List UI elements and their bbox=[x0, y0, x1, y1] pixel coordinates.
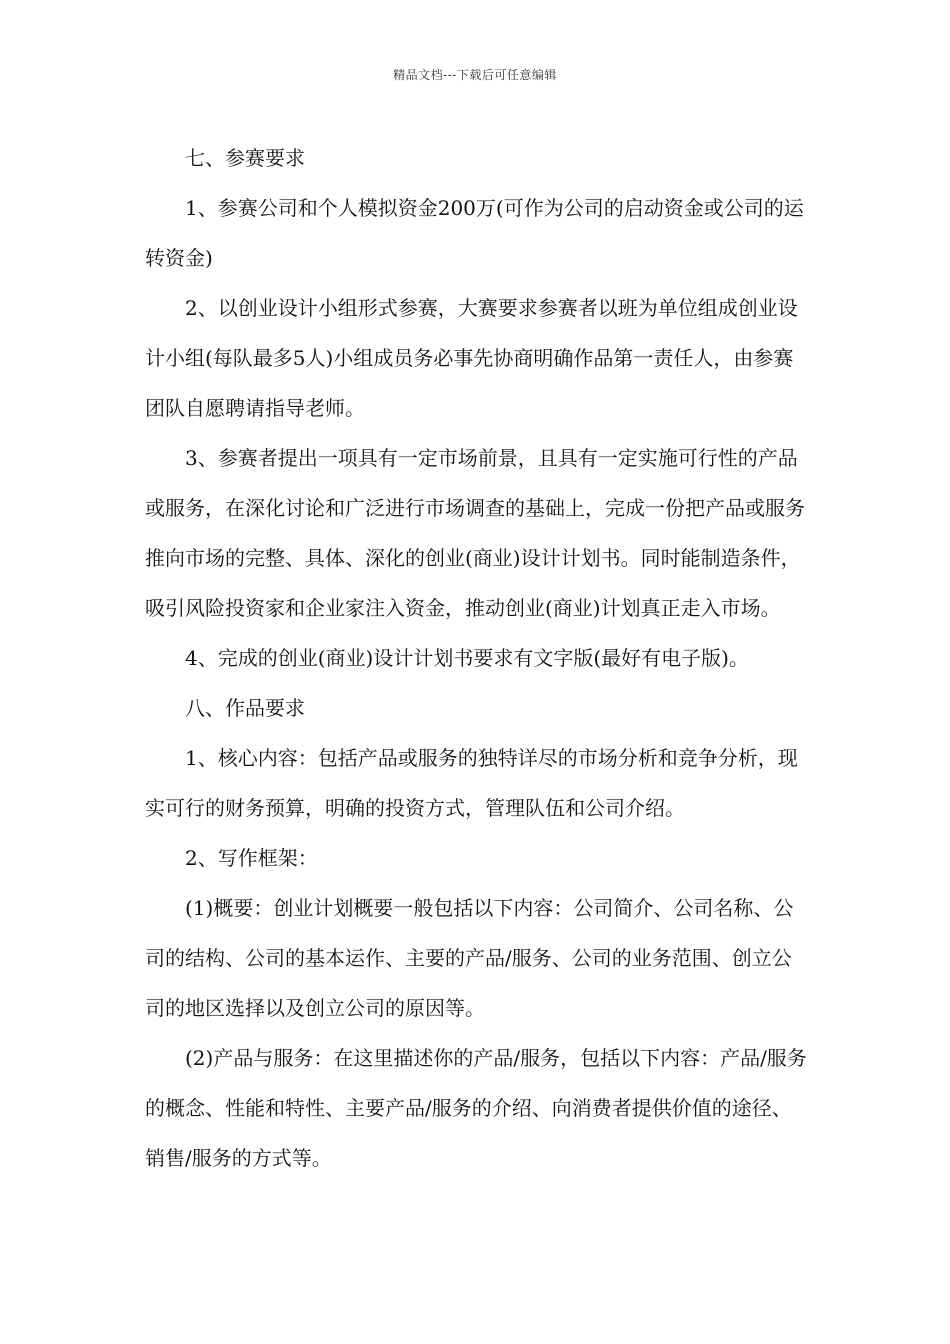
document-body bbox=[145, 133, 810, 1183]
paragraph-requirement-1: 1、参赛公司和个人模拟资金200万(可作为公司的启动资金或公司的运转资金) bbox=[145, 196, 804, 270]
paragraph-core-content: 1、核心内容：包括产品或服务的独特详尽的市场分析和竞争分析，现实可行的财务预算，明确的投资方式，管理队伍和公司介绍。 bbox=[145, 746, 798, 820]
paragraph-writing-framework: 2、写作框架： bbox=[185, 846, 318, 870]
paragraph-requirement-4: 4、完成的创业(商业)设计计划书要求有文字版(最好有电子版)。 bbox=[185, 646, 749, 670]
page-header: 精品文档---下载后可任意编辑 bbox=[393, 68, 557, 82]
section-heading-seven: 七、参赛要求 bbox=[185, 146, 305, 170]
paragraph-requirement-2: 2、以创业设计小组形式参赛，大赛要求参赛者以班为单位组成创业设计小组(每队最多5人)小组成员务必事先协商明确作品第一责任人，由参赛团队自愿聘请指导老师。 bbox=[145, 296, 798, 420]
paragraph-requirement-3: 3、参赛者提出一项具有一定市场前景，且具有一定实施可行性的产品或服务，在深化讨论和广泛进行市场调查的基础上，完成一份把产品或服务推向市场的完整、具体、深化的创业(商业)设计计划书。同时能制造条件，吸引风险投资家和企业家注入资金，推动创业(商业)计划真正走入市场。 bbox=[145, 446, 805, 620]
section-heading-eight: 八、作品要求 bbox=[185, 696, 305, 720]
paragraph-summary: (1)概要：创业计划概要一般包括以下内容：公司简介、公司名称、公司的结构、公司的基本运作、主要的产品/服务、公司的业务范围、创立公司的地区选择以及创立公司的原因等。 bbox=[145, 896, 794, 1020]
paragraph-products-services: (2)产品与服务：在这里描述你的产品/服务，包括以下内容：产品/服务的概念、性能和特性、主要产品/服务的介绍、向消费者提供价值的途径、销售/服务的方式等。 bbox=[145, 1046, 807, 1170]
